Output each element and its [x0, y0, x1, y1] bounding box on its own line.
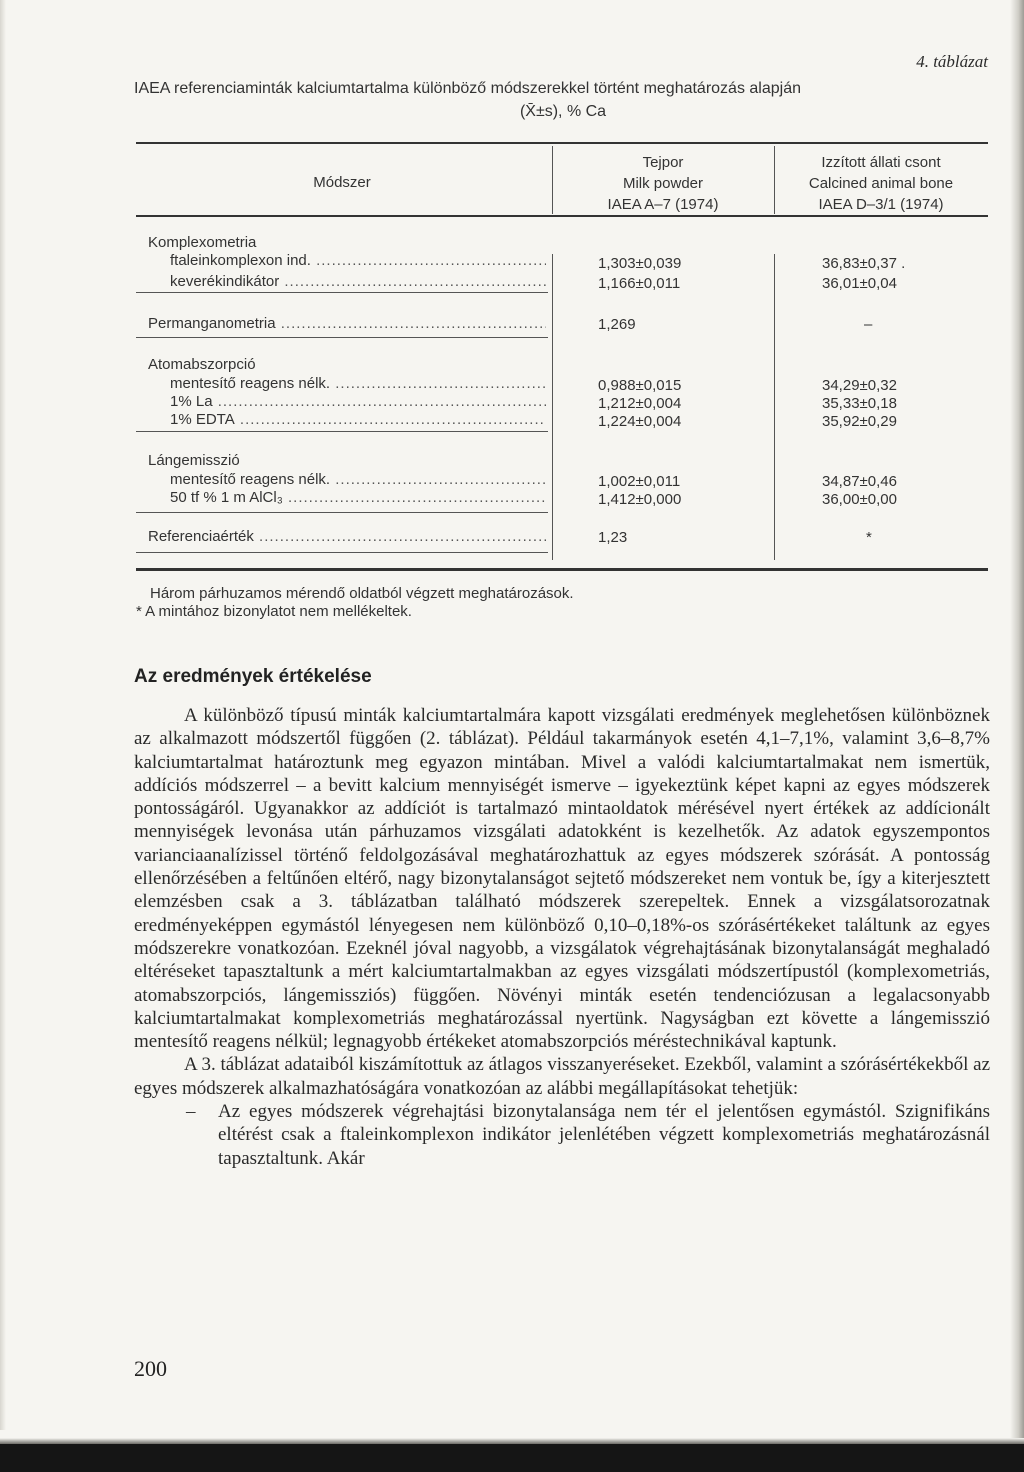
- row-label: Komplexometria: [148, 234, 257, 251]
- row-label: mentesítő reagens nélk. .....: [170, 375, 546, 392]
- cell-milk: 1,23: [598, 529, 628, 546]
- cell-milk: 1,002±0,011: [598, 473, 681, 490]
- header-calcined-bone: [776, 152, 986, 215]
- row-separator: [136, 431, 548, 432]
- cell-bone: 34,87±0,46: [822, 473, 897, 490]
- row-separator: [136, 337, 548, 338]
- cell-bone: 35,92±0,29: [822, 413, 897, 430]
- column-divider: [774, 254, 775, 560]
- cell-milk: 1,269: [598, 316, 636, 333]
- header-line: Izzított állati csont: [821, 154, 941, 171]
- dash-list-item: [134, 1100, 990, 1170]
- scan-bottom-edge: [0, 1444, 1024, 1472]
- dash-item-text: Az egyes módszerek végrehajtási bizonytalansága nem tér el jelentősen egymástól. Szignifikáns eltérést csak a ftaleinkomplexon indikátor jelenlétében végzett komplexometriás meghatározásnál tapasztaltunk. Akár: [218, 1101, 990, 1169]
- row-separator: [136, 552, 548, 553]
- table-title: IAEA referenciaminták kalciumtartalma különböző módszerekkel történt meghatározás alapján: [134, 80, 801, 97]
- table-subtitle: (X̄±s), % Ca: [519, 103, 607, 120]
- scan-left-edge: [0, 0, 6, 1430]
- row-label: Atomabszorpció: [148, 356, 256, 373]
- cell-bone: 36,01±0,04: [822, 275, 897, 292]
- body-text: [134, 704, 990, 1170]
- row-separator: [136, 292, 548, 293]
- cell-milk: 1,303±0,039: [598, 255, 682, 272]
- header-line: Calcined animal bone: [808, 175, 954, 192]
- row-label: Lángemisszió: [148, 452, 240, 469]
- row-label: 1% EDTA .....: [170, 411, 546, 428]
- row-label: ftaleinkomplexon ind. .....: [170, 252, 546, 269]
- table-note: Három párhuzamos mérendő oldatból végzett meghatározások.: [150, 585, 574, 602]
- cell-milk: 1,224±0,004: [598, 413, 682, 430]
- table-bottom-rule: [136, 568, 988, 571]
- cell-bone: *: [866, 529, 872, 546]
- cell-milk: 0,988±0,015: [598, 377, 682, 394]
- data-table: [136, 142, 988, 570]
- dash-marker: –: [186, 1101, 196, 1123]
- scan-right-edge: [1010, 0, 1024, 1472]
- cell-bone: 34,29±0,32: [822, 377, 897, 394]
- cell-milk: 1,212±0,004: [598, 395, 682, 412]
- cell-milk: 1,412±0,000: [598, 491, 682, 508]
- column-divider: [552, 146, 553, 214]
- header-milk-powder: [554, 152, 772, 215]
- row-label: Referenciaérték .....: [148, 528, 546, 545]
- column-divider: [552, 254, 553, 560]
- row-label: mentesítő reagens nélk. .....: [170, 471, 546, 488]
- table-header-rule: [136, 215, 988, 217]
- table-label: 4. táblázat: [916, 52, 988, 71]
- table-footnote: * A mintához bizonylatot nem mellékeltek.: [136, 603, 412, 620]
- paragraph: A különböző típusú minták kalciumtartalmára kapott vizsgálati eredmények meglehetősen különböznek az alkalmazott módszertől függően (2. táblázat). Például takarmányok esetén 4,1–7,1%, valamint 3,6–8,7% kalciumtartalmat határoztunk meg egyazon mintában. Mivel a valódi kalciumtartalmakat nem ismertük, addíciós módszerrel – a bevitt kalcium mennyiségét ismerve – igyekeztünk képet kapni az egyes módszerek pontosságáról. Ugyanakkor az addíciót is tartalmazó mintaoldatok mérésével nyert értékek az addícionált mennyiségek levonása után párhuzamos vizsgálati adatokként is kezelhetők. Az adatok egyszempontos varianciaanalízissel történő feldolgozásával meghatározhattuk az egyes módszerek szórását. A pontosság ellenőrzésében a feltűnően eltérő, nagy bizonytalanságot sejtető módszereket nem vontuk be, így a kiterjesztett elemzésben csak a 3. táblázatban található módszerek szerepeltek. Ennek a vizsgálatsorozatnak eredményeképpen egymástól lényegesen nem különböző 0,10–0,18%-os szórásértékeket találtunk az egyes módszerekre vonatkozóan. Ezeknél jóval nagyobb, a vizsgálatok végrehajtásának bizonytalanságát meghaladó eltéréseket tapasztaltunk a mért kalciumtartalmakban az egyes vizsgálati módszertípustól (komplexometriás, atomabszorpciós, lángemissziós) függően. Növényi minták esetén tendenciózusan a legalacsonyabb kalciumtartalmakat komplexometriás meghatározással nyertünk. Nagyságban ezt követte a lángemisszió mentesítő reagens nélkül; legnagyobb értékeket atomabszorpciós méréstechnikával kaptunk.: [134, 705, 990, 1053]
- row-label: 1% La .....: [170, 393, 546, 410]
- row-label: Permanganometria .....: [148, 315, 546, 332]
- page-number: 200: [134, 1356, 167, 1381]
- header-line: IAEA D–3/1 (1974): [818, 196, 944, 213]
- section-heading: Az eredmények értékelése: [134, 666, 372, 687]
- cell-bone: 36,00±0,00: [822, 491, 897, 508]
- header-line: IAEA A–7 (1974): [607, 196, 719, 213]
- row-label: keverékindikátor .....: [170, 273, 546, 290]
- paragraph: A 3. táblázat adataiból kiszámítottuk az átlagos visszanyeréseket. Ezekből, valamint a szórásértékekből az egyes módszerek alkalmazhatóságára vonatkozóan az alábbi megállapításokat tehetjük:: [134, 1054, 990, 1099]
- cell-milk: 1,166±0,011: [598, 275, 681, 292]
- header-line: Tejpor: [642, 154, 684, 171]
- table-top-rule: [136, 142, 988, 144]
- header-line: Milk powder: [622, 175, 704, 192]
- cell-bone: –: [864, 316, 873, 333]
- cell-bone: 35,33±0,18: [822, 395, 897, 412]
- row-label: 50 tf % 1 m AlCl₃ .....: [170, 489, 546, 506]
- cell-bone: 36,83±0,37 .: [822, 255, 906, 272]
- header-method: Módszer: [313, 174, 371, 191]
- column-divider: [774, 146, 775, 214]
- row-separator: [136, 512, 548, 513]
